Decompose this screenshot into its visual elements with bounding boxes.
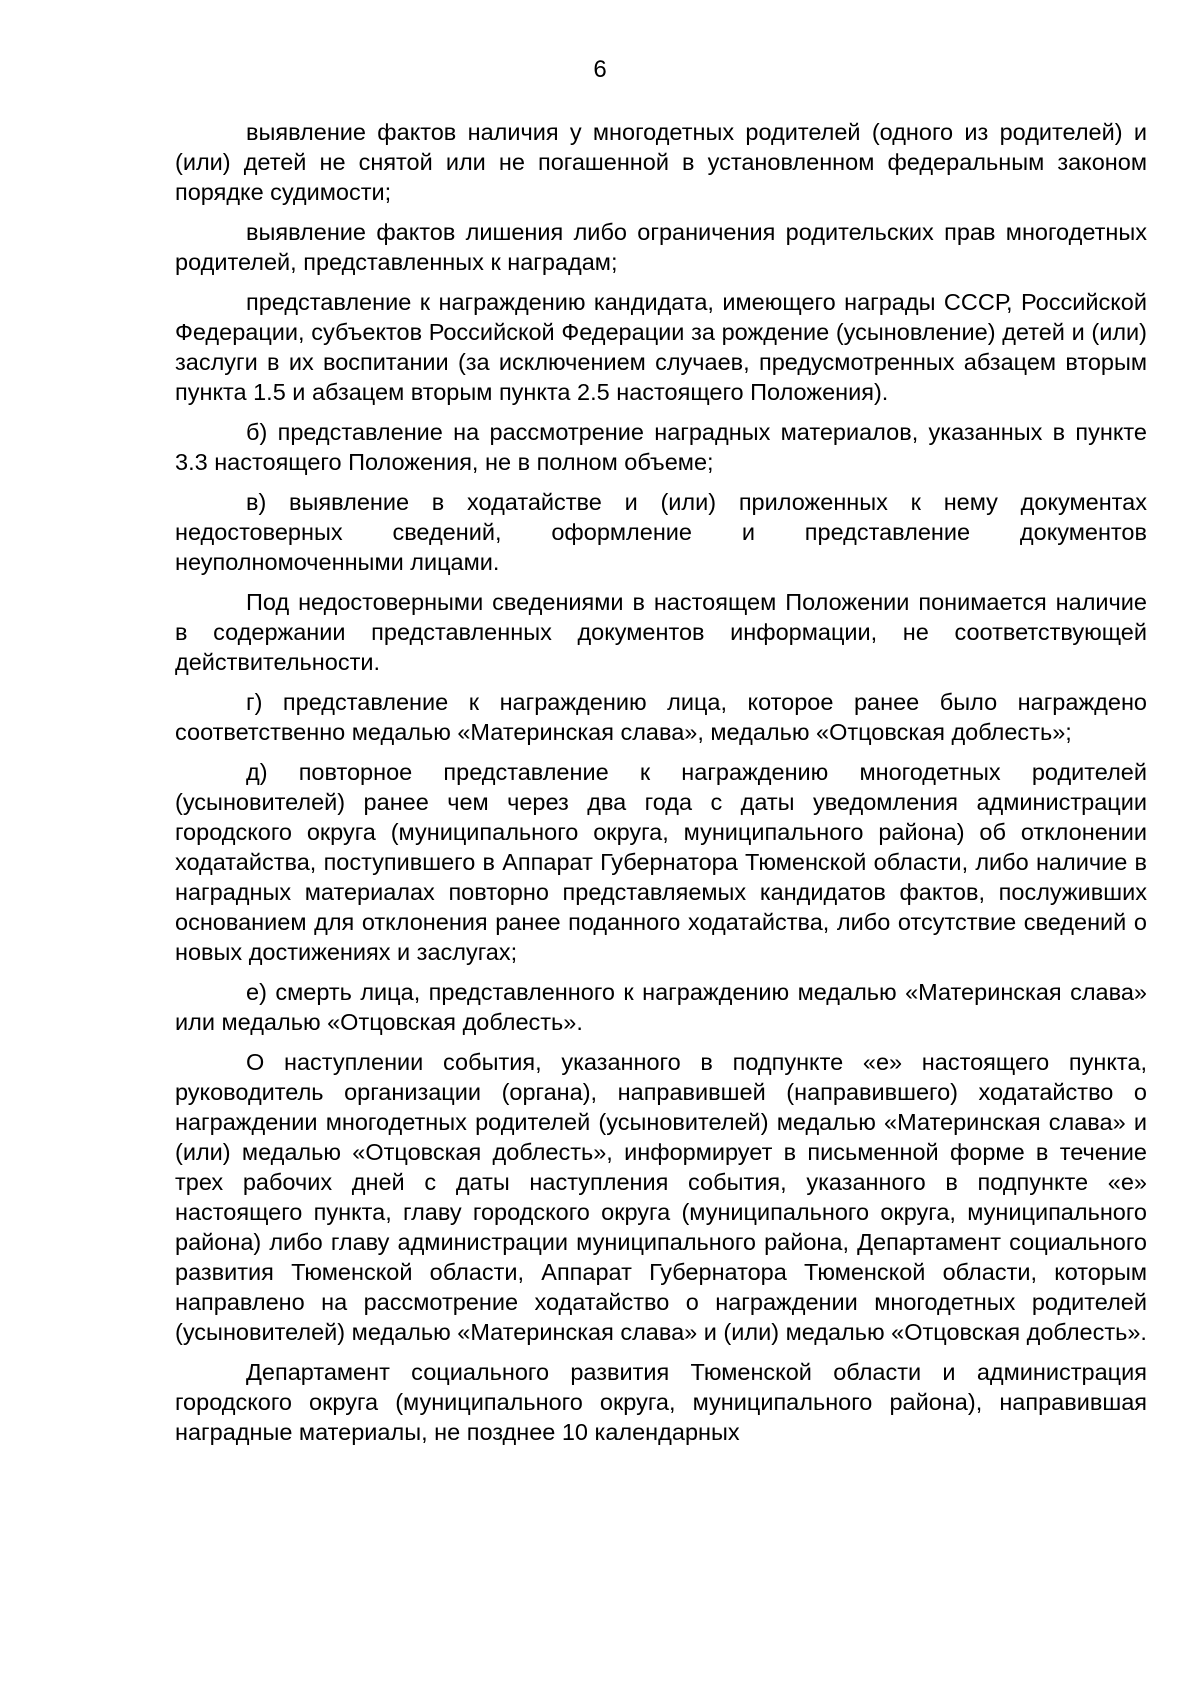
page-number: 6 [593,56,607,83]
paragraph-criminal-record: выявление фактов наличия у многодетных родителей (одного из родителей) и (или) детей не снятой или не погашенной в установленном федеральным законом порядке судимости; [175,119,1147,205]
paragraph-unreliable-info: Под недостоверными сведениями в настоящем Положении понимается наличие в содержании представленных документов информации, не соответствующей действительности. [175,589,1147,675]
paragraph-existing-awards: представление к награждению кандидата, имеющего награды СССР, Российской Федерации, субъектов Российской Федерации за рождение (усыновление) детей и (или) заслуги в их воспитании (за исключением случаев, предусмотренных абзацем вторым пункта 1.5 и абзацем вторым пункта 2.5 настоящего Положения). [175,289,1147,405]
paragraph-item-g: г) представление к награждению лица, которое ранее было награждено соответственно медалью «Материнская слава», медалью «Отцовская доблесть»; [175,689,1147,745]
paragraph-item-d: д) повторное представление к награждению многодетных родителей (усыновителей) ранее чем через два года с даты уведомления администрации городского округа (муниципального округа, муниципального района) об отклонении ходатайства, поступившего в Аппарат Губернатора Тюменской области, либо наличие в наградных материалах повторно представляемых кандидатов фактов, послуживших основанием для отклонения ранее поданного ходатайства, либо отсутствие сведений о новых достижениях и заслугах; [175,759,1147,965]
paragraph-event-notification: О наступлении события, указанного в подпункте «е» настоящего пункта, руководитель организации (органа), направившей (направившего) ходатайство о награждении многодетных родителей (усыновителей) медалью «Материнская слава» и (или) медалью «Отцовская доблесть», информирует в письменной форме в течение трех рабочих дней с даты наступления события, указанного в подпункте «е» настоящего пункта, главу городского округа (муниципального округа, муниципального района) либо главу администрации муниципального района, Департамент социального развития Тюменской области, Аппарат Губернатора Тюменской области, которым направлено на рассмотрение ходатайство о награждении многодетных родителей (усыновителей) медалью «Материнская слава» и (или) медалью «Отцовская доблесть». [175,1049,1147,1345]
paragraph-item-b: б) представление на рассмотрение наградных материалов, указанных в пункте 3.3 настоящего Положения, не в полном объеме; [175,419,1147,475]
paragraph-item-e: е) смерть лица, представленного к награждению медалью «Материнская слава» или медалью «Отцовская доблесть». [175,979,1147,1035]
paragraph-parental-rights: выявление фактов лишения либо ограничения родительских прав многодетных родителей, представленных к наградам; [175,219,1147,275]
paragraph-department: Департамент социального развития Тюменской области и администрация городского округа (муниципального округа, муниципального района), направившая наградные материалы, не позднее 10 календарных [175,1359,1147,1445]
paragraph-item-v: в) выявление в ходатайстве и (или) приложенных к нему документах недостоверных сведений, оформление и представление документов неуполномоченными лицами. [175,489,1147,575]
document-body [175,117,1147,1447]
